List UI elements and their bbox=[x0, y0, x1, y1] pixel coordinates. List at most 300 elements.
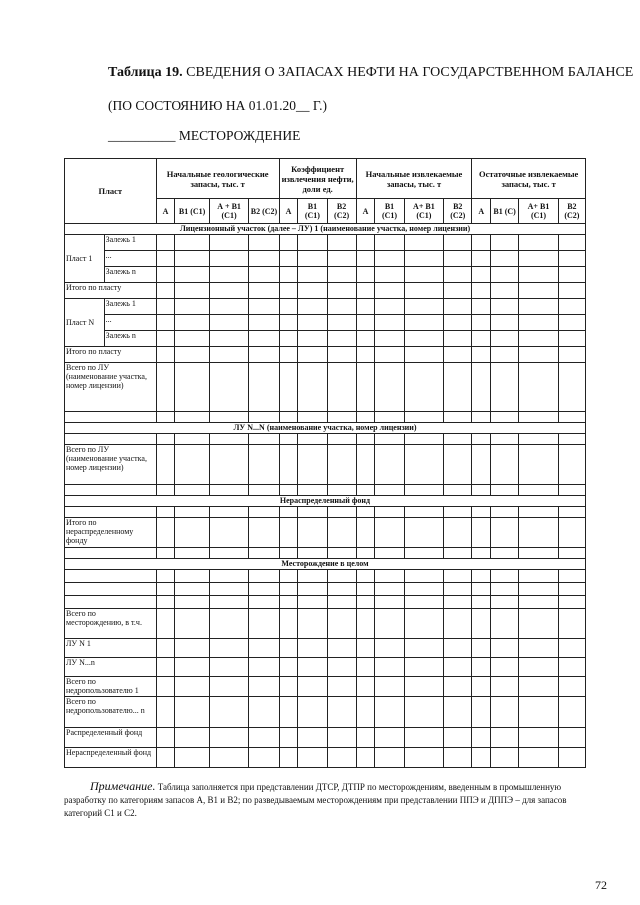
data-cell bbox=[209, 315, 249, 331]
data-cell bbox=[444, 728, 472, 748]
data-cell bbox=[209, 507, 249, 518]
data-cell bbox=[298, 548, 327, 559]
data-cell bbox=[404, 658, 444, 677]
data-cell bbox=[558, 485, 585, 496]
data-cell bbox=[444, 583, 472, 596]
data-cell bbox=[404, 251, 444, 267]
data-cell bbox=[327, 548, 356, 559]
data-cell bbox=[356, 299, 375, 315]
data-cell bbox=[156, 639, 175, 658]
data-cell bbox=[519, 596, 559, 609]
data-cell bbox=[519, 235, 559, 251]
data-cell bbox=[209, 609, 249, 639]
data-cell bbox=[375, 507, 404, 518]
data-cell bbox=[444, 299, 472, 315]
data-cell bbox=[375, 299, 404, 315]
data-cell bbox=[327, 583, 356, 596]
data-cell bbox=[444, 363, 472, 412]
data-cell bbox=[175, 347, 209, 363]
data-cell bbox=[491, 434, 519, 445]
data-cell bbox=[156, 609, 175, 639]
data-cell bbox=[156, 748, 175, 768]
data-cell bbox=[156, 658, 175, 677]
data-cell bbox=[404, 331, 444, 347]
data-cell bbox=[356, 548, 375, 559]
data-cell bbox=[209, 331, 249, 347]
data-cell bbox=[249, 570, 279, 583]
data-cell bbox=[404, 748, 444, 768]
data-cell bbox=[356, 748, 375, 768]
data-cell bbox=[209, 728, 249, 748]
data-cell bbox=[356, 658, 375, 677]
data-cell bbox=[519, 412, 559, 423]
data-cell bbox=[491, 518, 519, 548]
data-cell bbox=[209, 235, 249, 251]
data-cell bbox=[356, 677, 375, 697]
sub-header: В1 (С) bbox=[491, 199, 519, 224]
data-cell bbox=[404, 283, 444, 299]
data-cell bbox=[444, 658, 472, 677]
data-cell bbox=[209, 748, 249, 768]
data-cell bbox=[519, 728, 559, 748]
data-cell bbox=[249, 583, 279, 596]
section-lu-n: ЛУ N...N (наименование участка, номер лицензии) bbox=[65, 423, 586, 434]
data-cell bbox=[327, 748, 356, 768]
data-cell bbox=[156, 697, 175, 728]
table-note bbox=[64, 780, 604, 820]
data-cell bbox=[491, 235, 519, 251]
data-cell bbox=[249, 609, 279, 639]
data-cell bbox=[175, 639, 209, 658]
data-cell bbox=[249, 251, 279, 267]
data-cell bbox=[375, 518, 404, 548]
data-cell bbox=[279, 347, 298, 363]
data-cell bbox=[444, 596, 472, 609]
data-cell bbox=[519, 639, 559, 658]
row-label: Всего по ЛУ (наименование участка, номер лицензии) bbox=[65, 445, 157, 485]
header-geo-reserves: Начальные геологические запасы, тыс. т bbox=[156, 159, 279, 199]
data-cell bbox=[558, 677, 585, 697]
data-cell bbox=[356, 434, 375, 445]
data-cell bbox=[156, 728, 175, 748]
data-cell bbox=[298, 485, 327, 496]
data-cell bbox=[404, 677, 444, 697]
data-cell bbox=[298, 639, 327, 658]
sub-header: А + В1 (С1) bbox=[209, 199, 249, 224]
data-cell bbox=[327, 363, 356, 412]
data-cell bbox=[327, 609, 356, 639]
data-cell bbox=[327, 677, 356, 697]
data-cell bbox=[175, 299, 209, 315]
data-cell bbox=[444, 677, 472, 697]
note-text: Таблица заполняется при представлении ДТСР, ДТПР по месторождениям, введенным в промышленную разработку по категориям запасов А, В1 и В2; по разведываемым месторождениям при представлении ППЭ и ДППЭ – для запасов категорий С1 и С2. bbox=[64, 782, 567, 818]
data-cell bbox=[519, 609, 559, 639]
data-cell bbox=[249, 596, 279, 609]
sub-header: В2 (С2) bbox=[444, 199, 472, 224]
data-cell bbox=[175, 697, 209, 728]
data-cell bbox=[279, 363, 298, 412]
data-cell bbox=[249, 434, 279, 445]
sub-header: А+ В1 (С1) bbox=[404, 199, 444, 224]
data-cell bbox=[444, 639, 472, 658]
data-cell bbox=[472, 485, 491, 496]
data-cell bbox=[156, 548, 175, 559]
data-cell bbox=[249, 299, 279, 315]
data-cell bbox=[156, 507, 175, 518]
data-cell bbox=[279, 445, 298, 485]
data-cell bbox=[519, 485, 559, 496]
data-cell bbox=[209, 570, 249, 583]
data-cell bbox=[404, 485, 444, 496]
data-cell bbox=[327, 331, 356, 347]
data-cell bbox=[175, 283, 209, 299]
data-cell bbox=[175, 412, 209, 423]
section-undistributed-fund: Нераспределенный фонд bbox=[65, 496, 586, 507]
data-cell bbox=[558, 548, 585, 559]
data-cell bbox=[404, 518, 444, 548]
data-cell bbox=[298, 347, 327, 363]
data-cell bbox=[356, 412, 375, 423]
data-cell bbox=[404, 235, 444, 251]
data-cell bbox=[156, 347, 175, 363]
data-cell bbox=[249, 412, 279, 423]
data-cell bbox=[444, 518, 472, 548]
data-cell bbox=[375, 412, 404, 423]
row-label: ЛУ N 1 bbox=[65, 639, 157, 658]
data-cell bbox=[209, 639, 249, 658]
data-cell bbox=[519, 507, 559, 518]
data-cell bbox=[279, 658, 298, 677]
data-cell bbox=[558, 697, 585, 728]
data-cell bbox=[444, 548, 472, 559]
data-cell bbox=[375, 315, 404, 331]
row-label: ... bbox=[104, 251, 156, 267]
data-cell bbox=[472, 639, 491, 658]
sub-header: А bbox=[472, 199, 491, 224]
data-cell bbox=[404, 347, 444, 363]
header-plast: Пласт bbox=[65, 159, 157, 224]
data-cell bbox=[491, 412, 519, 423]
sub-header: В1 (С1) bbox=[375, 199, 404, 224]
data-cell bbox=[209, 697, 249, 728]
data-cell bbox=[519, 658, 559, 677]
row-label: Итого по пласту bbox=[65, 283, 157, 299]
data-cell bbox=[558, 331, 585, 347]
data-cell bbox=[519, 283, 559, 299]
data-cell bbox=[404, 434, 444, 445]
data-cell bbox=[279, 639, 298, 658]
data-cell bbox=[558, 518, 585, 548]
data-cell bbox=[327, 639, 356, 658]
data-cell bbox=[249, 507, 279, 518]
data-cell bbox=[472, 677, 491, 697]
data-cell bbox=[472, 412, 491, 423]
row-label: ЛУ N...n bbox=[65, 658, 157, 677]
data-cell bbox=[491, 283, 519, 299]
data-cell bbox=[356, 639, 375, 658]
data-cell bbox=[444, 748, 472, 768]
data-cell bbox=[209, 267, 249, 283]
data-cell bbox=[156, 235, 175, 251]
data-cell bbox=[279, 267, 298, 283]
data-cell bbox=[175, 315, 209, 331]
data-cell bbox=[356, 609, 375, 639]
data-cell bbox=[356, 315, 375, 331]
header-residual-recoverable: Остаточные извлекаемые запасы, тыс. т bbox=[472, 159, 586, 199]
data-cell bbox=[491, 347, 519, 363]
data-cell bbox=[519, 697, 559, 728]
data-cell bbox=[209, 251, 249, 267]
data-cell bbox=[519, 315, 559, 331]
data-cell bbox=[519, 570, 559, 583]
data-cell bbox=[279, 235, 298, 251]
data-cell bbox=[298, 583, 327, 596]
data-cell bbox=[444, 697, 472, 728]
data-cell bbox=[279, 331, 298, 347]
data-cell bbox=[444, 331, 472, 347]
data-cell bbox=[209, 283, 249, 299]
data-cell bbox=[375, 570, 404, 583]
data-cell bbox=[472, 697, 491, 728]
data-cell bbox=[519, 677, 559, 697]
data-cell bbox=[175, 434, 209, 445]
data-cell bbox=[404, 548, 444, 559]
data-cell bbox=[156, 299, 175, 315]
data-cell bbox=[327, 347, 356, 363]
data-cell bbox=[298, 251, 327, 267]
data-cell bbox=[356, 331, 375, 347]
data-cell bbox=[558, 363, 585, 412]
data-cell bbox=[491, 485, 519, 496]
reserves-table bbox=[64, 158, 586, 768]
data-cell bbox=[404, 596, 444, 609]
data-cell bbox=[404, 299, 444, 315]
data-cell bbox=[519, 251, 559, 267]
data-cell bbox=[519, 748, 559, 768]
data-cell bbox=[298, 507, 327, 518]
data-cell bbox=[356, 283, 375, 299]
data-cell bbox=[356, 697, 375, 728]
data-cell bbox=[404, 363, 444, 412]
data-cell bbox=[209, 445, 249, 485]
data-cell bbox=[491, 596, 519, 609]
data-cell bbox=[472, 548, 491, 559]
data-cell bbox=[249, 363, 279, 412]
data-cell bbox=[279, 583, 298, 596]
data-cell bbox=[491, 677, 519, 697]
data-cell bbox=[375, 347, 404, 363]
data-cell bbox=[156, 596, 175, 609]
data-cell bbox=[175, 570, 209, 583]
data-cell bbox=[472, 235, 491, 251]
data-cell bbox=[444, 485, 472, 496]
data-cell bbox=[491, 639, 519, 658]
data-cell bbox=[558, 658, 585, 677]
data-cell bbox=[356, 251, 375, 267]
data-cell bbox=[279, 570, 298, 583]
data-cell bbox=[298, 445, 327, 485]
data-cell bbox=[156, 677, 175, 697]
data-cell bbox=[375, 445, 404, 485]
data-cell bbox=[175, 485, 209, 496]
data-cell bbox=[175, 445, 209, 485]
page-number: 72 bbox=[595, 878, 607, 892]
data-cell bbox=[558, 445, 585, 485]
row-label: Залежь 1 bbox=[104, 235, 156, 251]
sub-header: А+ В1 (С1) bbox=[519, 199, 559, 224]
data-cell bbox=[558, 728, 585, 748]
data-cell bbox=[558, 596, 585, 609]
data-cell bbox=[404, 728, 444, 748]
data-cell bbox=[558, 570, 585, 583]
data-cell bbox=[558, 283, 585, 299]
plast-1-label: Пласт 1 bbox=[65, 235, 105, 283]
data-cell bbox=[444, 507, 472, 518]
data-cell bbox=[558, 251, 585, 267]
data-cell bbox=[175, 507, 209, 518]
data-cell bbox=[298, 748, 327, 768]
data-cell bbox=[249, 235, 279, 251]
data-cell bbox=[519, 363, 559, 412]
data-cell bbox=[279, 748, 298, 768]
data-cell bbox=[327, 299, 356, 315]
section-field-total: Месторождение в целом bbox=[65, 559, 586, 570]
data-cell bbox=[491, 267, 519, 283]
data-cell bbox=[249, 748, 279, 768]
data-cell bbox=[209, 363, 249, 412]
doc-title bbox=[108, 64, 633, 82]
data-cell bbox=[356, 235, 375, 251]
data-cell bbox=[491, 658, 519, 677]
data-cell bbox=[279, 507, 298, 518]
data-cell bbox=[279, 518, 298, 548]
data-cell bbox=[375, 609, 404, 639]
data-cell bbox=[298, 518, 327, 548]
data-cell bbox=[356, 596, 375, 609]
data-cell bbox=[404, 507, 444, 518]
data-cell bbox=[375, 748, 404, 768]
sub-header: В2 (С2) bbox=[327, 199, 356, 224]
sub-header: В1 (С1) bbox=[175, 199, 209, 224]
data-cell bbox=[175, 331, 209, 347]
data-cell bbox=[327, 283, 356, 299]
data-cell bbox=[249, 445, 279, 485]
data-cell bbox=[175, 728, 209, 748]
data-cell bbox=[375, 251, 404, 267]
row-label: Всего по недропользователю 1 bbox=[65, 677, 157, 697]
doc-subtitle: (ПО СОСТОЯНИЮ НА 01.01.20__ Г.) bbox=[108, 98, 328, 113]
data-cell bbox=[356, 728, 375, 748]
data-cell bbox=[279, 728, 298, 748]
data-cell bbox=[356, 445, 375, 485]
data-cell bbox=[444, 609, 472, 639]
data-cell bbox=[558, 507, 585, 518]
data-cell bbox=[175, 251, 209, 267]
data-cell bbox=[156, 485, 175, 496]
data-cell bbox=[444, 283, 472, 299]
sub-header: В1 (С1) bbox=[298, 199, 327, 224]
data-cell bbox=[472, 748, 491, 768]
data-cell bbox=[491, 748, 519, 768]
data-cell bbox=[298, 363, 327, 412]
data-cell bbox=[404, 609, 444, 639]
data-cell bbox=[209, 548, 249, 559]
data-cell bbox=[375, 596, 404, 609]
sub-header: В2 (С2) bbox=[558, 199, 585, 224]
data-cell bbox=[491, 445, 519, 485]
data-cell bbox=[356, 507, 375, 518]
data-cell bbox=[375, 235, 404, 251]
data-cell bbox=[156, 331, 175, 347]
data-cell bbox=[356, 570, 375, 583]
data-cell bbox=[375, 583, 404, 596]
data-cell bbox=[279, 548, 298, 559]
data-cell bbox=[558, 299, 585, 315]
data-cell bbox=[209, 434, 249, 445]
data-cell bbox=[491, 251, 519, 267]
data-cell bbox=[175, 596, 209, 609]
data-cell bbox=[444, 235, 472, 251]
data-cell bbox=[175, 748, 209, 768]
data-cell bbox=[279, 677, 298, 697]
row-label: Залежь n bbox=[104, 331, 156, 347]
data-cell bbox=[444, 570, 472, 583]
data-cell bbox=[356, 583, 375, 596]
data-cell bbox=[249, 485, 279, 496]
data-cell bbox=[404, 315, 444, 331]
data-cell bbox=[327, 728, 356, 748]
data-cell bbox=[209, 347, 249, 363]
data-cell bbox=[298, 267, 327, 283]
data-cell bbox=[558, 639, 585, 658]
data-cell bbox=[491, 363, 519, 412]
data-cell bbox=[249, 315, 279, 331]
data-cell bbox=[156, 283, 175, 299]
data-cell bbox=[491, 609, 519, 639]
data-cell bbox=[279, 697, 298, 728]
data-cell bbox=[156, 445, 175, 485]
data-cell bbox=[519, 347, 559, 363]
data-cell bbox=[327, 697, 356, 728]
data-cell bbox=[249, 548, 279, 559]
data-cell bbox=[298, 299, 327, 315]
data-cell bbox=[279, 412, 298, 423]
data-cell bbox=[298, 677, 327, 697]
row-label: Залежь 1 bbox=[104, 299, 156, 315]
data-cell bbox=[472, 434, 491, 445]
data-cell bbox=[175, 518, 209, 548]
data-cell bbox=[558, 235, 585, 251]
data-cell bbox=[209, 677, 249, 697]
data-cell bbox=[327, 445, 356, 485]
field-name-line: __________ МЕСТОРОЖДЕНИЕ bbox=[108, 128, 301, 143]
data-cell bbox=[209, 583, 249, 596]
data-cell bbox=[472, 507, 491, 518]
data-cell bbox=[298, 235, 327, 251]
data-cell bbox=[404, 412, 444, 423]
data-cell bbox=[491, 570, 519, 583]
data-cell bbox=[519, 583, 559, 596]
data-cell bbox=[472, 363, 491, 412]
data-cell bbox=[356, 518, 375, 548]
data-cell bbox=[444, 347, 472, 363]
data-cell bbox=[175, 658, 209, 677]
data-cell bbox=[558, 583, 585, 596]
data-cell bbox=[472, 596, 491, 609]
data-cell bbox=[356, 485, 375, 496]
data-cell bbox=[209, 299, 249, 315]
data-cell bbox=[375, 548, 404, 559]
